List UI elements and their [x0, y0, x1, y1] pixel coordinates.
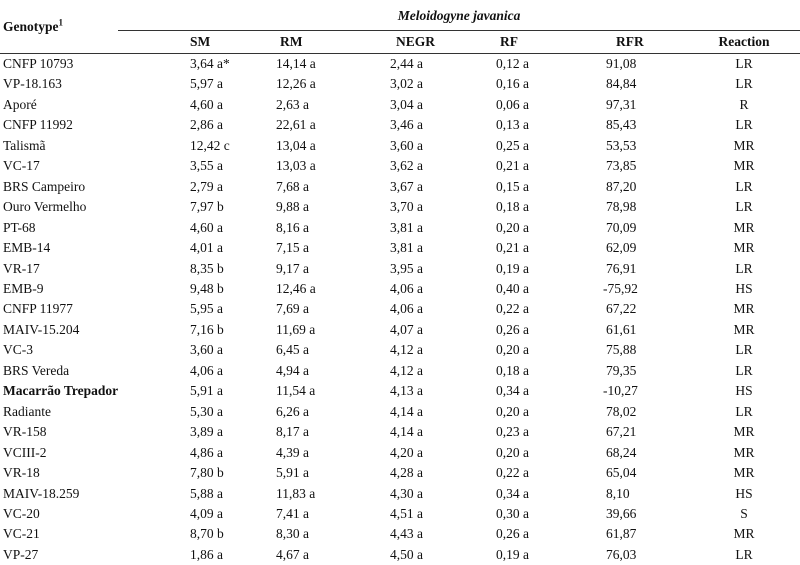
- negr-cell: 4,51 a: [390, 505, 423, 521]
- table-row: [0, 299, 800, 319]
- rm-cell: 7,41 a: [276, 505, 309, 521]
- rm-cell: 14,14 a: [276, 56, 316, 71]
- sm-cell: 7,16 b: [190, 321, 224, 337]
- genotype-cell: CNFP 11992: [3, 117, 73, 133]
- species-header: Meloidogyne javanica: [118, 0, 800, 31]
- reaction-cell: HS: [735, 280, 753, 296]
- genotype-cell: MAIV-18.259: [3, 485, 80, 501]
- rf-cell: 0,20 a: [496, 403, 529, 419]
- reaction-cell: MR: [733, 301, 755, 317]
- reaction-cell: MR: [733, 321, 755, 337]
- table-row: [0, 115, 800, 135]
- rfr-cell: 76,91: [606, 260, 637, 276]
- rf-cell: 0,40 a: [496, 280, 529, 296]
- table-row: [0, 524, 800, 544]
- reaction-cell: LR: [735, 403, 753, 419]
- reaction-cell: LR: [735, 362, 753, 378]
- table-row: [0, 54, 800, 75]
- sm-cell: 5,95 a: [190, 301, 223, 317]
- reaction-cell: LR: [735, 117, 753, 133]
- rfr-cell: 91,08: [606, 56, 637, 71]
- table-body: [0, 54, 800, 565]
- rfr-cell: 97,31: [606, 96, 637, 112]
- sm-cell: 7,97 b: [190, 199, 224, 215]
- rm-cell: 8,17 a: [276, 424, 309, 440]
- sm-cell: 3,55 a: [190, 158, 223, 174]
- negr-cell: 4,12 a: [390, 362, 423, 378]
- table-row: [0, 238, 800, 258]
- reaction-cell: MR: [733, 219, 755, 235]
- genotype-footnote-marker: 1: [58, 17, 63, 27]
- genotype-cell: Aporé: [3, 96, 37, 112]
- genotype-header-label: Genotype: [3, 18, 59, 34]
- rf-cell: 0,19 a: [496, 260, 529, 276]
- rfr-cell: 61,87: [606, 526, 637, 542]
- negr-cell: 4,14 a: [390, 424, 423, 440]
- table-row: [0, 545, 800, 565]
- negr-cell: 3,62 a: [390, 158, 423, 174]
- rf-cell: 0,20 a: [496, 342, 529, 358]
- rf-cell: 0,26 a: [496, 321, 529, 337]
- rm-cell: 12,26 a: [276, 76, 316, 92]
- sm-cell: 4,01 a: [190, 240, 223, 256]
- rfr-cell: -10,27: [603, 383, 638, 399]
- table-row: [0, 422, 800, 442]
- reaction-cell: LR: [735, 546, 753, 562]
- rm-cell: 6,26 a: [276, 403, 309, 419]
- genotype-cell: Ouro Vermelho: [3, 199, 87, 215]
- rf-cell: 0,23 a: [496, 424, 529, 440]
- negr-cell: 2,44 a: [390, 56, 423, 71]
- reaction-cell: MR: [733, 444, 755, 460]
- rm-cell: 11,54 a: [276, 383, 316, 399]
- rfr-cell: 87,20: [606, 178, 637, 194]
- table-row: [0, 381, 800, 401]
- rm-cell: 13,04 a: [276, 137, 316, 153]
- reaction-cell: HS: [735, 383, 753, 399]
- reaction-cell: LR: [735, 56, 753, 71]
- genotype-cell: VP-27: [3, 546, 39, 562]
- genotype-cell: VR-17: [3, 260, 40, 276]
- table-row: [0, 259, 800, 279]
- negr-cell: 4,28 a: [390, 465, 423, 481]
- rfr-cell: 8,10: [606, 485, 630, 501]
- column-header-rfr: RFR: [570, 31, 688, 54]
- table-row: [0, 443, 800, 463]
- rfr-cell: 79,35: [606, 362, 637, 378]
- genotype-cell: VR-158: [3, 424, 47, 440]
- sm-cell: 4,09 a: [190, 505, 223, 521]
- sm-cell: 4,60 a: [190, 219, 223, 235]
- negr-cell: 4,07 a: [390, 321, 423, 337]
- rfr-cell: -75,92: [603, 280, 638, 296]
- rm-cell: 12,46 a: [276, 280, 316, 296]
- genotype-header: [0, 0, 118, 54]
- rm-cell: 11,69 a: [276, 321, 316, 337]
- rf-cell: 0,34 a: [496, 485, 529, 501]
- rfr-cell: 39,66: [606, 505, 637, 521]
- negr-cell: 4,14 a: [390, 403, 423, 419]
- rf-cell: 0,21 a: [496, 158, 529, 174]
- rfr-cell: 70,09: [606, 219, 637, 235]
- genotype-cell: BRS Vereda: [3, 362, 70, 378]
- sm-cell: 8,70 b: [190, 526, 224, 542]
- table-row: [0, 279, 800, 299]
- genotype-cell: CNFP 10793: [3, 56, 74, 71]
- sm-cell: 3,60 a: [190, 342, 223, 358]
- negr-cell: 3,60 a: [390, 137, 423, 153]
- table-row: [0, 218, 800, 238]
- rm-cell: 22,61 a: [276, 117, 316, 133]
- negr-cell: 4,06 a: [390, 280, 423, 296]
- rf-cell: 0,21 a: [496, 240, 529, 256]
- genotype-cell: VCIII-2: [3, 444, 47, 460]
- rf-cell: 0,15 a: [496, 178, 529, 194]
- negr-cell: 3,67 a: [390, 178, 423, 194]
- genotype-cell: VC-17: [3, 158, 40, 174]
- negr-cell: 3,02 a: [390, 76, 423, 92]
- rf-cell: 0,18 a: [496, 199, 529, 215]
- table-header: [0, 0, 800, 54]
- sm-cell: 9,48 b: [190, 280, 224, 296]
- reaction-cell: MR: [733, 158, 755, 174]
- rfr-cell: 78,98: [606, 199, 637, 215]
- rfr-cell: 62,09: [606, 240, 637, 256]
- rm-cell: 7,69 a: [276, 301, 309, 317]
- negr-cell: 3,46 a: [390, 117, 423, 133]
- reaction-cell: MR: [733, 240, 755, 256]
- rf-cell: 0,25 a: [496, 137, 529, 153]
- reaction-cell: LR: [735, 178, 753, 194]
- table-row: [0, 361, 800, 381]
- sm-cell: 2,86 a: [190, 117, 223, 133]
- genotype-cell: MAIV-15.204: [3, 321, 80, 337]
- negr-cell: 3,81 a: [390, 219, 423, 235]
- rfr-cell: 65,04: [606, 465, 637, 481]
- reaction-cell: LR: [735, 76, 753, 92]
- rf-cell: 0,20 a: [496, 444, 529, 460]
- negr-cell: 3,95 a: [390, 260, 423, 276]
- rm-cell: 4,67 a: [276, 546, 309, 562]
- reaction-cell: MR: [733, 424, 755, 440]
- rf-cell: 0,20 a: [496, 219, 529, 235]
- sm-cell: 3,89 a: [190, 424, 223, 440]
- rfr-cell: 53,53: [606, 137, 637, 153]
- negr-cell: 3,81 a: [390, 240, 423, 256]
- reaction-cell: LR: [735, 342, 753, 358]
- genotype-cell: VC-21: [3, 526, 40, 542]
- table-row: [0, 74, 800, 94]
- rfr-cell: 73,85: [606, 158, 637, 174]
- rf-cell: 0,16 a: [496, 76, 529, 92]
- rf-cell: 0,06 a: [496, 96, 529, 112]
- table-row: [0, 177, 800, 197]
- rm-cell: 4,39 a: [276, 444, 309, 460]
- genotype-cell: VR-18: [3, 465, 40, 481]
- sm-cell: 12,42 c: [190, 137, 230, 153]
- table-row: [0, 340, 800, 360]
- sm-cell: 8,35 b: [190, 260, 224, 276]
- rfr-cell: 78,02: [606, 403, 637, 419]
- rf-cell: 0,22 a: [496, 301, 529, 317]
- table-row: [0, 197, 800, 217]
- reaction-cell: LR: [735, 199, 753, 215]
- rf-cell: 0,19 a: [496, 546, 529, 562]
- reaction-cell: MR: [733, 137, 755, 153]
- genotype-cell: Talismã: [3, 137, 46, 153]
- table-row: [0, 463, 800, 483]
- rfr-cell: 61,61: [606, 321, 637, 337]
- negr-cell: 4,43 a: [390, 526, 423, 542]
- rf-cell: 0,22 a: [496, 465, 529, 481]
- genotype-cell: VC-20: [3, 505, 40, 521]
- sm-cell: 4,60 a: [190, 96, 223, 112]
- rm-cell: 13,03 a: [276, 158, 316, 174]
- negr-cell: 4,06 a: [390, 301, 423, 317]
- negr-cell: 4,12 a: [390, 342, 423, 358]
- rf-cell: 0,26 a: [496, 526, 529, 542]
- genotype-cell: Radiante: [3, 403, 51, 419]
- column-header-reaction: Reaction: [688, 31, 800, 54]
- genotype-cell: VC-3: [3, 342, 33, 358]
- genotype-cell: Macarrão Trepador: [3, 383, 119, 399]
- reaction-cell: MR: [733, 526, 755, 542]
- rfr-cell: 67,22: [606, 301, 637, 317]
- table-row: [0, 95, 800, 115]
- sm-cell: 1,86 a: [190, 546, 223, 562]
- column-header-rf: RF: [458, 31, 570, 54]
- negr-cell: 4,30 a: [390, 485, 423, 501]
- rm-cell: 6,45 a: [276, 342, 309, 358]
- reaction-cell: HS: [735, 485, 753, 501]
- rf-cell: 0,30 a: [496, 505, 529, 521]
- negr-cell: 4,13 a: [390, 383, 423, 399]
- column-header-sm: SM: [118, 31, 230, 54]
- table-row: [0, 320, 800, 340]
- negr-cell: 4,50 a: [390, 546, 423, 562]
- rm-cell: 2,63 a: [276, 96, 309, 112]
- rm-cell: 9,17 a: [276, 260, 309, 276]
- table-row: [0, 484, 800, 504]
- sm-cell: 3,64 a*: [190, 56, 230, 71]
- sm-cell: 7,80 b: [190, 465, 224, 481]
- sm-cell: 5,88 a: [190, 485, 223, 501]
- column-header-rm: RM: [230, 31, 344, 54]
- genotype-cell: VP-18.163: [3, 76, 62, 92]
- rm-cell: 7,15 a: [276, 240, 309, 256]
- rf-cell: 0,12 a: [496, 56, 529, 71]
- negr-cell: 3,04 a: [390, 96, 423, 112]
- reaction-cell: R: [739, 96, 749, 112]
- rfr-cell: 68,24: [606, 444, 637, 460]
- sm-cell: 5,30 a: [190, 403, 223, 419]
- sm-cell: 5,91 a: [190, 383, 223, 399]
- genotype-cell: EMB-9: [3, 280, 44, 296]
- genotype-cell: PT-68: [3, 219, 36, 235]
- genotype-cell: CNFP 11977: [3, 301, 73, 317]
- genotype-cell: EMB-14: [3, 240, 51, 256]
- sm-cell: 5,97 a: [190, 76, 223, 92]
- rf-cell: 0,18 a: [496, 362, 529, 378]
- sm-cell: 4,86 a: [190, 444, 223, 460]
- rfr-cell: 84,84: [606, 76, 637, 92]
- genotype-cell: BRS Campeiro: [3, 178, 86, 194]
- column-header-negr: NEGR: [344, 31, 458, 54]
- table-row: [0, 136, 800, 156]
- reaction-cell: S: [740, 505, 748, 521]
- sm-cell: 2,79 a: [190, 178, 223, 194]
- table-row: [0, 402, 800, 422]
- table-row: [0, 156, 800, 176]
- table-row: [0, 504, 800, 524]
- rfr-cell: 76,03: [606, 546, 637, 562]
- rfr-cell: 75,88: [606, 342, 637, 358]
- rf-cell: 0,13 a: [496, 117, 529, 133]
- reaction-cell: LR: [735, 260, 753, 276]
- rfr-cell: 67,21: [606, 424, 637, 440]
- rm-cell: 9,88 a: [276, 199, 309, 215]
- rfr-cell: 85,43: [606, 117, 637, 133]
- rm-cell: 7,68 a: [276, 178, 309, 194]
- rm-cell: 8,16 a: [276, 219, 309, 235]
- negr-cell: 3,70 a: [390, 199, 423, 215]
- rm-cell: 5,91 a: [276, 465, 309, 481]
- negr-cell: 4,20 a: [390, 444, 423, 460]
- rf-cell: 0,34 a: [496, 383, 529, 399]
- rm-cell: 4,94 a: [276, 362, 309, 378]
- sm-cell: 4,06 a: [190, 362, 223, 378]
- reaction-cell: MR: [733, 465, 755, 481]
- rm-cell: 8,30 a: [276, 526, 309, 542]
- rm-cell: 11,83 a: [276, 485, 316, 501]
